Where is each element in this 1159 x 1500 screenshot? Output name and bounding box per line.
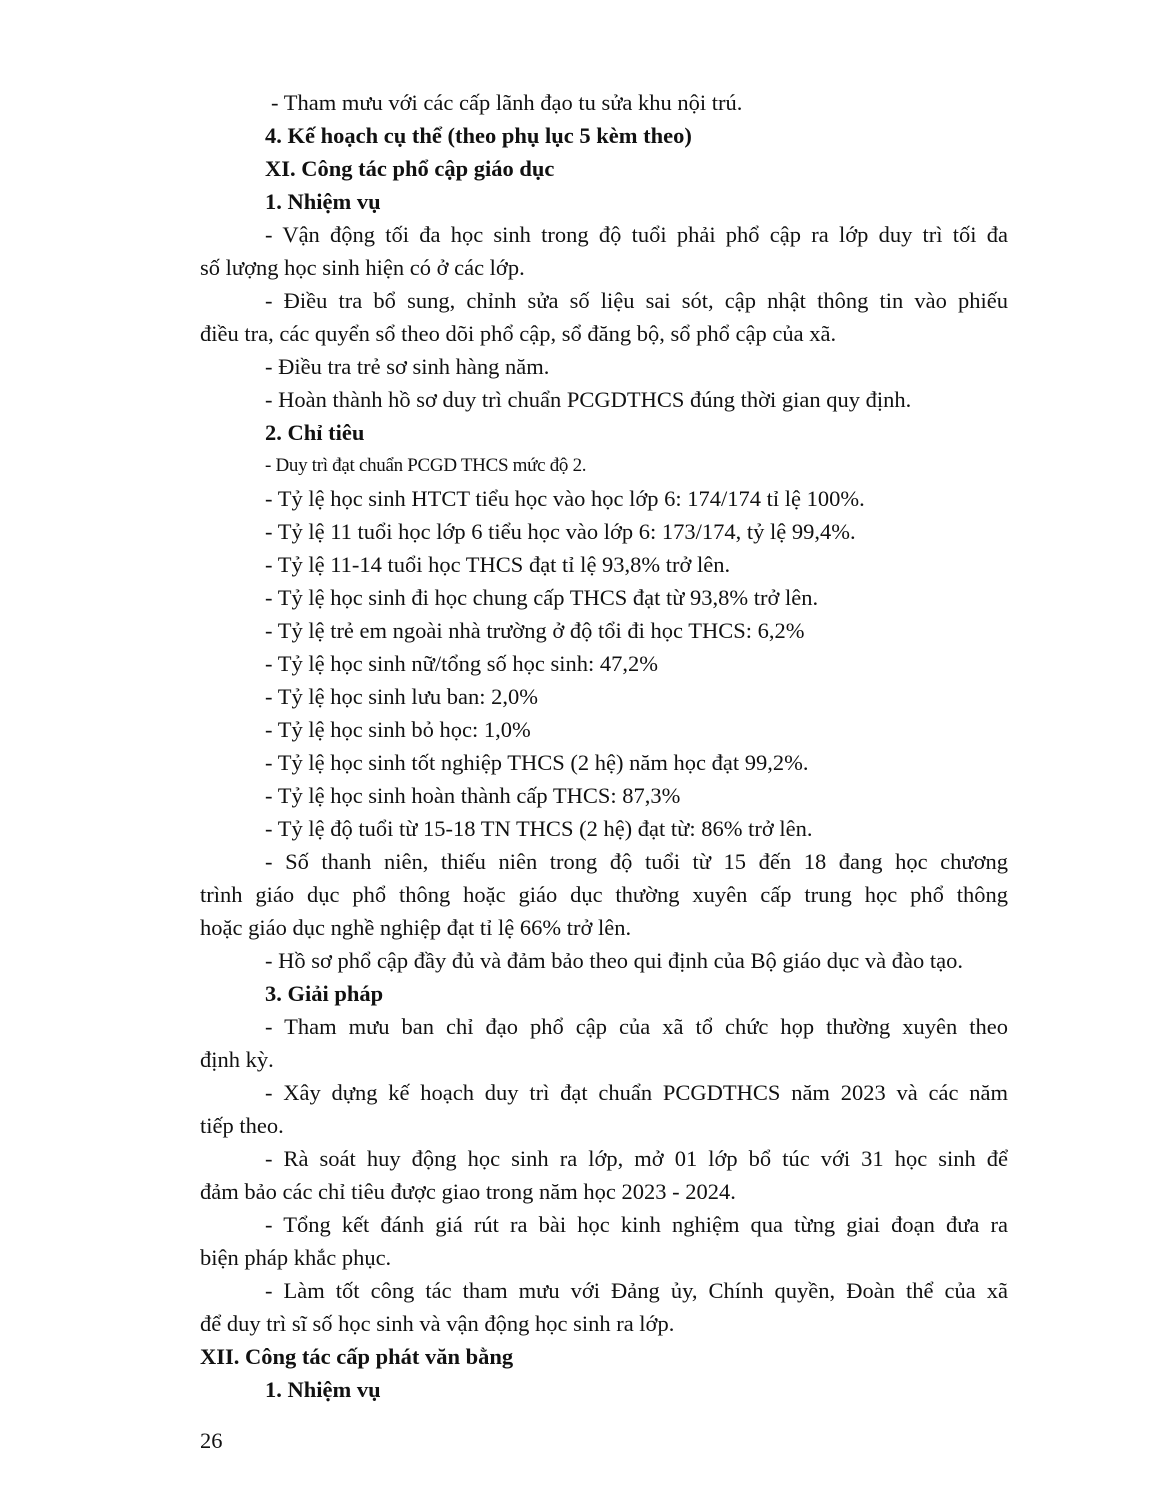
text-line: - Hồ sơ phổ cập đầy đủ và đảm bảo theo qui định của Bộ giáo dục và đào tạo. [265, 948, 963, 973]
subsection-heading: 3. Giải pháp [265, 981, 384, 1006]
text-line: điều tra, các quyển sổ theo dõi phổ cập, sổ đăng bộ, sổ phổ cập của xã. [200, 321, 837, 346]
text-line: - Tỷ lệ học sinh tốt nghiệp THCS (2 hệ) năm học đạt 99,2%. [265, 750, 809, 775]
text-line: trình giáo dục phổ thông hoặc giáo dục thường xuyên cấp trung học phổ thông [200, 882, 1008, 907]
text-line: hoặc giáo dục nghề nghiệp đạt tỉ lệ 66% trở lên. [200, 915, 632, 940]
text-line: - Tham mưu với các cấp lãnh đạo tu sửa khu nội trú. [271, 90, 743, 115]
text-line: số lượng học sinh hiện có ở các lớp. [200, 255, 525, 280]
text-line: - Rà soát huy động học sinh ra lớp, mở 01 lớp bổ túc với 31 học sinh để [265, 1146, 1008, 1171]
text-line: đảm bảo các chỉ tiêu được giao trong năm học 2023 - 2024. [200, 1179, 736, 1204]
text-line: - Tỷ lệ học sinh đi học chung cấp THCS đạt từ 93,8% trở lên. [265, 585, 819, 610]
subsection-heading: 1. Nhiệm vụ [265, 1377, 381, 1402]
text-line: - Tỷ lệ học sinh HTCT tiểu học vào học lớp 6: 174/174 tỉ lệ 100%. [265, 486, 865, 511]
text-line: - Hoàn thành hồ sơ duy trì chuẩn PCGDTHCS đúng thời gian quy định. [265, 387, 912, 412]
text-line: - Tỷ lệ học sinh lưu ban: 2,0% [265, 684, 538, 709]
text-line: - Tỷ lệ 11-14 tuổi học THCS đạt tỉ lệ 93,8% trở lên. [265, 552, 731, 577]
text-line: - Tổng kết đánh giá rút ra bài học kinh nghiệm qua từng giai đoạn đưa ra [265, 1212, 1008, 1237]
section-heading: XI. Công tác phổ cập giáo dục [265, 156, 555, 181]
text-line: tiếp theo. [200, 1113, 284, 1138]
text-line: - Duy trì đạt chuẩn PCGD THCS mức độ 2. [265, 455, 587, 476]
text-line: biện pháp khắc phục. [200, 1245, 392, 1270]
text-line: - Điều tra bổ sung, chỉnh sửa số liệu sai sót, cập nhật thông tin vào phiếu [265, 288, 1008, 313]
text-line: để duy trì sĩ số học sinh và vận động học sinh ra lớp. [200, 1311, 675, 1336]
section-heading: XII. Công tác cấp phát văn bằng [200, 1344, 514, 1369]
text-line: - Tỷ lệ 11 tuổi học lớp 6 tiểu học vào lớp 6: 173/174, tỷ lệ 99,4%. [265, 519, 856, 544]
text-line: - Tỷ lệ trẻ em ngoài nhà trường ở độ tổi đi học THCS: 6,2% [265, 618, 805, 643]
text-line: - Tỷ lệ học sinh bỏ học: 1,0% [265, 717, 531, 742]
text-line: - Tỷ lệ độ tuổi từ 15-18 TN THCS (2 hệ) đạt từ: 86% trở lên. [265, 816, 813, 841]
section-heading: 4. Kế hoạch cụ thể (theo phụ lục 5 kèm theo) [265, 123, 692, 148]
text-line: - Điều tra trẻ sơ sinh hàng năm. [265, 354, 550, 379]
text-line: - Tham mưu ban chỉ đạo phổ cập của xã tổ chức họp thường xuyên theo [265, 1014, 1008, 1039]
text-line: - Tỷ lệ học sinh hoàn thành cấp THCS: 87,3% [265, 783, 681, 808]
text-line: - Vận động tối đa học sinh trong độ tuổi phải phổ cập ra lớp duy trì tối đa [265, 222, 1008, 247]
text-line: định kỳ. [200, 1047, 274, 1072]
text-line: - Tỷ lệ học sinh nữ/tổng số học sinh: 47,2% [265, 651, 659, 676]
text-line: - Làm tốt công tác tham mưu với Đảng ủy, Chính quyền, Đoàn thể của xã [265, 1278, 1008, 1303]
subsection-heading: 1. Nhiệm vụ [265, 189, 381, 214]
text-line: - Xây dựng kế hoạch duy trì đạt chuẩn PCGDTHCS năm 2023 và các năm [265, 1080, 1008, 1105]
page-number: 26 [200, 1428, 223, 1453]
subsection-heading: 2. Chỉ tiêu [265, 420, 365, 445]
text-line: - Số thanh niên, thiếu niên trong độ tuổi từ 15 đến 18 đang học chương [265, 849, 1008, 874]
